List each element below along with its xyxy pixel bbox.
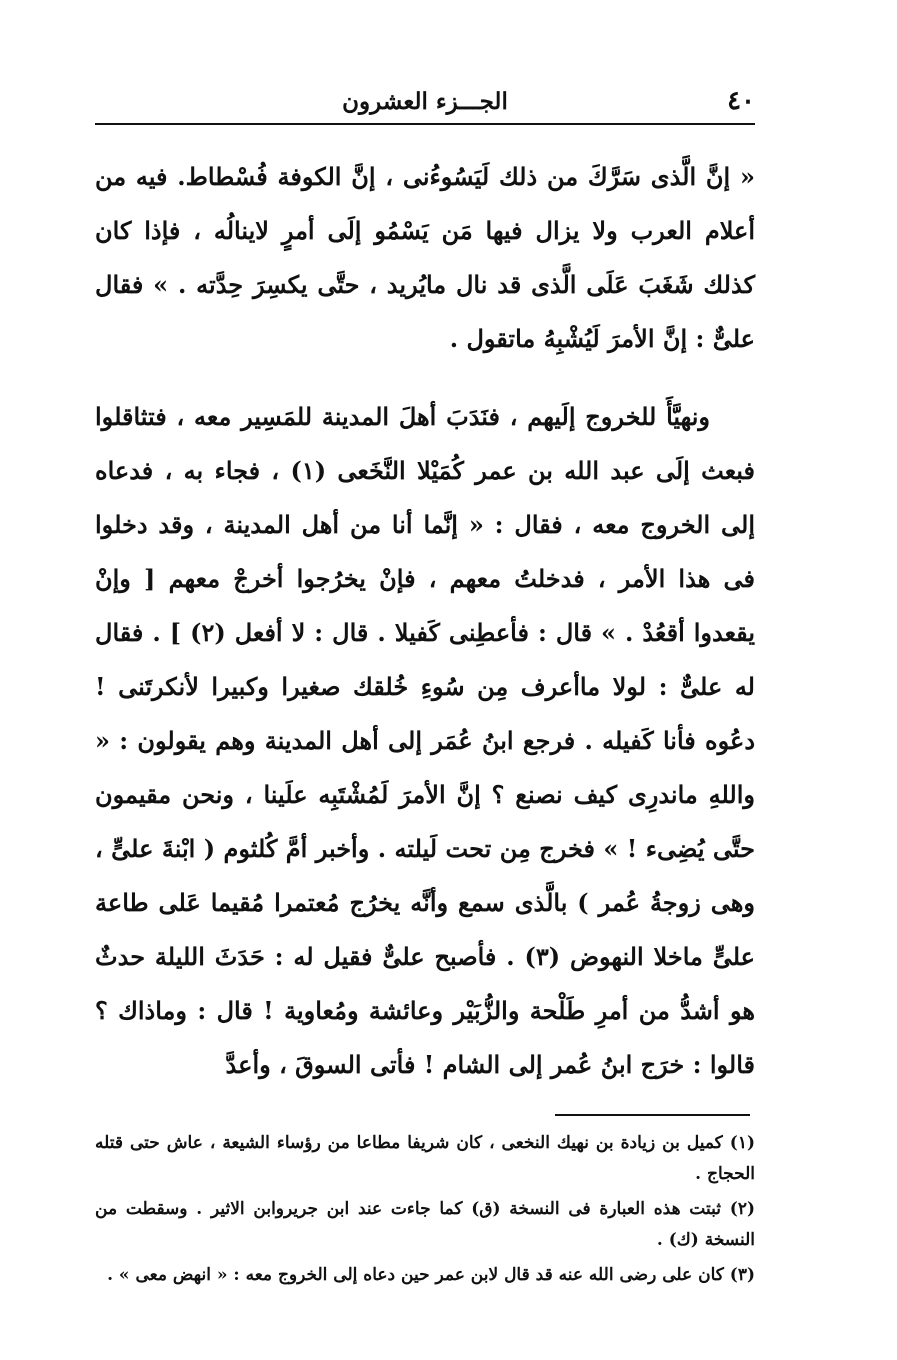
footnote-rule [555, 1114, 750, 1116]
footnote: (١) كميل بن زيادة بن نهيك النخعى ، كان شريفا مطاعا من رؤساء الشيعة ، عاش حتى قتله الحجاج . [95, 1133, 755, 1184]
paragraph: ونهيَّأَ للخروج إلَيهم ، فنَدَبَ أهلَ المدينة للمَسِير معه ، فتثاقلوا فبعث إلَى عبد الله بن عمر كُمَيْلا النَّخَعى (١) ، فجاء به ، فدعاه إلى الخروج معه ، فقال : « إنَّما أنا من أهل المدينة ، وقد دخلوا فى هذا الأمر ، فدخلتُ معهم ، فإنْ يخرُجوا أخرجْ معهم [ وإنْ يقعدوا أقعُدْ . » قال : فأعطِنى كَفيلا . قال : لا أفعل (٢) ] . فقال له علىٌّ : لولا ماأعرف مِن سُوءِ خُلقك صغيرا وكبيرا لأنكرتَنى ! دعُوه فأنا كَفيله . فرجع ابنُ عُمَر إلى أهل المدينة وهم يقولون : « واللهِ ماندرِى كيف نصنع ؟ إنَّ الأمرَ لَمُشْتَبِه علَينا ، ونحن مقيمون حتَّى يُضِىء ! » فخرج مِن تحت لَيلته . وأخبر أمَّ كُلثوم ( ابْنةَ علىٍّ ، وهى زوجةُ عُمر ) بالَّذى سمع وأنَّه يخرُج مُعتمرا مُقيما عَلى طاعة علىٍّ ماخلا النهوض (٣) . فأصبح علىٌّ فقيل له : حَدَثَ الليلة حدثٌ هو أشدُّ من أمرِ طَلْحة والزُّبَيْر وعائشة ومُعاوية ! قال : وماذاك ؟ قالوا : خرَج ابنُ عُمر إلى الشام ! فأتى السوقَ ، وأعدَّ [95, 402, 755, 1079]
footnotes [95, 1128, 755, 1291]
footnote: (٣) كان على رضى الله عنه قد قال لابن عمر حين دعاه إلى الخروج معه : « انهض معى » . [107, 1265, 755, 1285]
header-rule [95, 123, 755, 125]
footnote: (٢) ثبتت هذه العبارة فى النسخة (ق) كما جاءت عند ابن جريروابن الاثير . وسقطت من النسخة (ك) . [95, 1199, 755, 1250]
paragraph-spacer [95, 366, 755, 390]
page-header [95, 84, 755, 120]
running-title: الجـــزء العشرون [342, 88, 508, 115]
main-text [95, 150, 755, 1092]
paragraph: « إنَّ الَّذى سَرَّكَ من ذلك لَيَسُوءُنى ، إنَّ الكوفة فُسْطاط. فيه من أعلام العرب ولا يزال فيها مَن يَسْمُو إلَى أمرٍ لاينالُه ، فإذا كان كذلك شَغَبَ عَلَى الَّذى قد نال مايُريد ، حتَّى يكسِرَ حِدَّته . » فقال علىٌّ : إنَّ الأمرَ لَيُشْبِهُ ماتقول . [95, 162, 755, 353]
page-number: ٤٠ [727, 86, 755, 116]
